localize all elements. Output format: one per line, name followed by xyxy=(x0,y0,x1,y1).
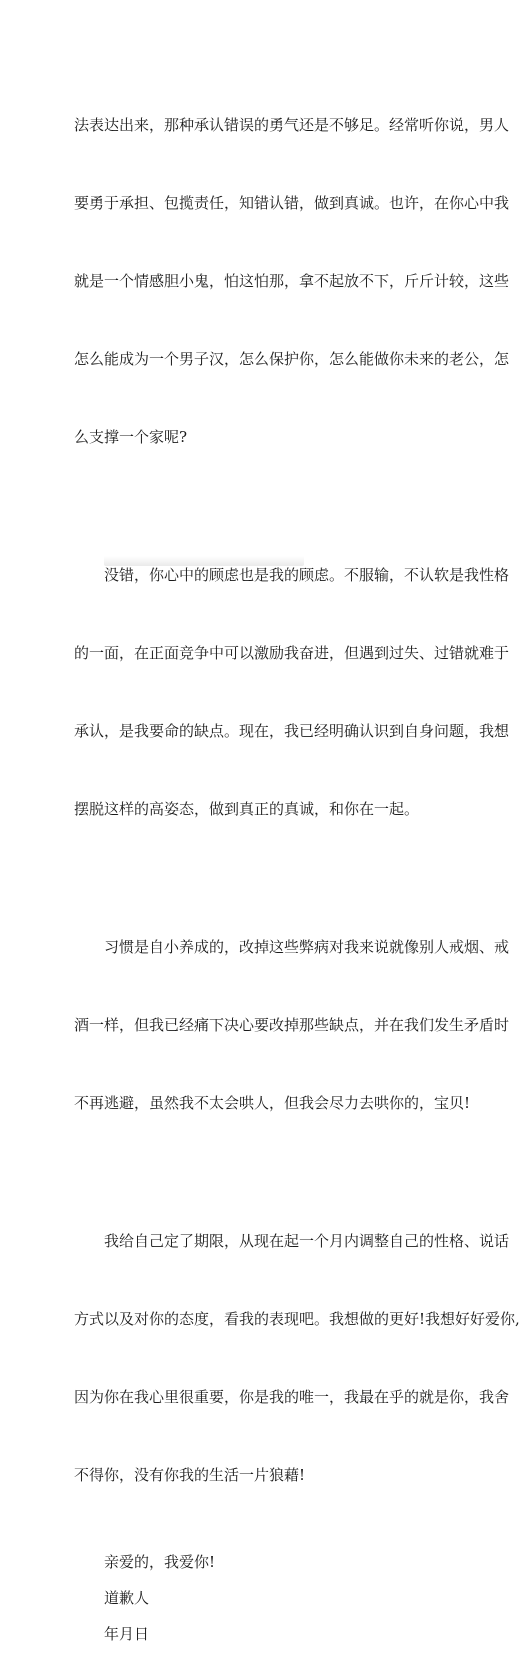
text-line: 承认，是我要命的缺点。现在，我已经明确认识到自身问题，我想 xyxy=(74,722,510,740)
text-line: 法表达出来，那种承认错误的勇气还是不够足。经常听你说，男人 xyxy=(74,116,510,134)
text-line: 酒一样，但我已经痛下决心要改掉那些缺点，并在我们发生矛盾时 xyxy=(74,1016,510,1034)
paragraph-3 xyxy=(74,882,510,1168)
text-line: 方式以及对你的态度，看我的表现吧。我想做的更好!我想好好爱你, xyxy=(74,1310,520,1328)
date-line: 年月日 xyxy=(104,1625,150,1643)
text-line: 怎么能成为一个男子汉，怎么保护你，怎么能做你未来的老公，怎 xyxy=(74,350,510,368)
text-line: 要勇于承担、包揽责任，知错认错，做到真诚。也许，在你心中我 xyxy=(74,194,510,212)
paragraph-1 xyxy=(74,60,510,502)
text-line: 不再逃避，虽然我不太会哄人，但我会尽力去哄你的，宝贝! xyxy=(74,1094,471,1112)
letter-body xyxy=(74,60,520,1656)
text-line: 我给自己定了期限，从现在起一个月内调整自己的性格、说话 xyxy=(104,1232,510,1250)
text-line: 的一面，在正面竞争中可以激励我奋进，但遇到过失、过错就难于 xyxy=(74,644,510,662)
text-line: 没错，你心中的顾虑也是我的顾虑。不服输，不认软是我性格 xyxy=(104,566,510,584)
text-line: 不得你，没有你我的生活一片狼藉! xyxy=(74,1466,306,1484)
cropped-text-remnant xyxy=(104,556,304,566)
text-line: 习惯是自小养成的，改掉这些弊病对我来说就像别人戒烟、戒 xyxy=(104,938,510,956)
closing-line: 亲爱的，我爱你! xyxy=(104,1553,216,1571)
text-line: 就是一个情感胆小鬼，怕这怕那，拿不起放不下，斤斤计较，这些 xyxy=(74,272,510,290)
paragraph-4 xyxy=(74,1176,520,1540)
text-line: 摆脱这样的高姿态，做到真正的真诚，和你在一起。 xyxy=(74,800,420,818)
text-line: 因为你在我心里很重要，你是我的唯一，我最在乎的就是你，我舍 xyxy=(74,1388,510,1406)
text-line: 么支撑一个家呢? xyxy=(74,428,188,446)
signature-line: 道歉人 xyxy=(104,1589,150,1607)
